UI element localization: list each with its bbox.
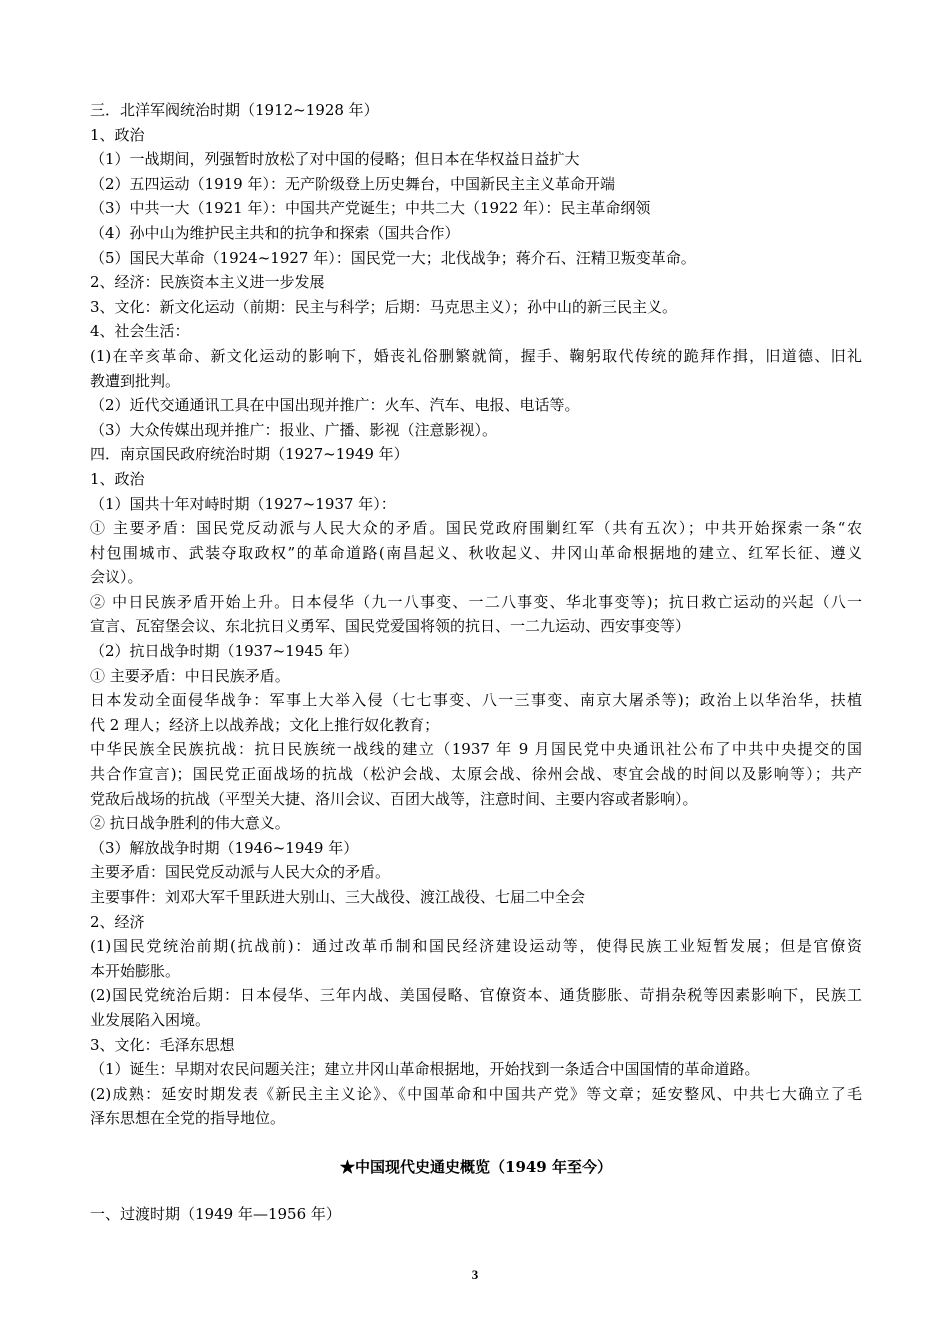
paragraph-line: 会议）。 (90, 568, 143, 587)
subsection-heading: 1、政治 (90, 469, 145, 488)
modern-history-heading: ★中国现代史通史概览（1949 年至今） (340, 1157, 612, 1176)
paragraph-line: 业发展陷入困境。 (90, 1010, 211, 1029)
paragraph-line: ① 主要矛盾：中日民族矛盾。 (90, 666, 290, 685)
subsection-heading: 1、政治 (90, 125, 145, 144)
paragraph-line: 村包围城市、武装夺取政权”的革命道路(南昌起义、秋收起义、井冈山革命根据地的建立、红军长征、遵义 (90, 543, 862, 562)
subsection-heading: 4、社会生活： (90, 322, 190, 341)
list-item: （2）抗日战争时期（1937~1945 年） (90, 642, 359, 661)
paragraph-line: 党敌后战场的抗战（平型关大捷、洛川会议、百团大战等，注意时间、主要内容或者影响）。 (90, 789, 698, 808)
paragraph-line: 教遭到批判。 (90, 371, 181, 390)
list-item: （3）大众传媒出现并推广：报业、广播、影视（注意影视）。 (90, 420, 498, 439)
paragraph-line: 泽东思想在全党的指导地位。 (90, 1109, 286, 1128)
paragraph-line: (2)成熟：延安时期发表《新民主主义论》、《中国革命和中国共产党》等文章；延安整风、中共七大确立了毛 (90, 1084, 862, 1103)
section-title: 四．南京国民政府统治时期（1927~1949 年） (90, 445, 409, 464)
paragraph-line: 3、文化：新文化运动（前期：民主与科学；后期：马克思主义）；孙中山的新三民主义。 (90, 297, 678, 316)
list-item: （1）国共十年对峙时期（1927~1937 年）： (90, 494, 396, 513)
paragraph-line: ② 中日民族矛盾开始上升。日本侵华（九一八事变、一二八事变、华北事变等)；抗日救亡运动的兴起（八一 (90, 592, 862, 611)
list-item: （1）一战期间，列强暂时放松了对中国的侵略；但日本在华权益日益扩大 (90, 150, 580, 169)
paragraph-line: 主要矛盾：国民党反动派与人民大众的矛盾。 (90, 863, 391, 882)
paragraph-line: 主要事件：刘邓大军千里跃进大别山、三大战役、渡江战役、七届二中全会 (90, 888, 586, 906)
paragraph-line: 中华民族全民族抗战：抗日民族统一战线的建立（1937 年 9 月国民党中央通讯社公布了中共中央提交的国 (90, 740, 862, 759)
paragraph-line: 代 2 理人；经济上以战养战；文化上推行奴化教育； (90, 715, 440, 734)
list-item: （2）近代交通通讯工具在中国出现并推广：火车、汽车、电报、电话等。 (90, 396, 580, 415)
section-title: 一、过渡时期（1949 年—1956 年） (90, 1204, 341, 1223)
document-body (90, 98, 862, 1226)
paragraph-line: (1)在辛亥革命、新文化运动的影响下，婚丧礼俗删繁就简，握手、鞠躬取代传统的跪拜作揖，旧道德、旧礼 (90, 346, 862, 365)
paragraph-line: 日本发动全面侵华战争：军事上大举入侵（七七事变、八一三事变、南京大屠杀等)；政治上以华治华，扶植 (90, 691, 862, 710)
section-title: 三．北洋军阀统治时期（1912~1928 年） (90, 101, 379, 119)
list-item: （2）五四运动（1919 年）：无产阶级登上历史舞台，中国新民主主义革命开端 (90, 174, 615, 193)
paragraph-line: 宣言、瓦窑堡会议、东北抗日义勇军、国民党爱国将领的抗日、一二九运动、西安事变等） (90, 617, 691, 636)
subsection-heading: 3、文化：毛泽东思想 (90, 1035, 235, 1054)
paragraph-line: ① 主要矛盾：国民党反动派与人民大众的矛盾。国民党政府围剿红军（共有五次）；中共开始探索一条“农 (90, 519, 862, 538)
paragraph-line: 本开始膨胀。 (90, 961, 181, 980)
paragraph-line: (1)国民党统治前期(抗战前)：通过改革币制和国民经济建设运动等，使得民族工业短暂发展；但是官僚资 (90, 937, 862, 956)
list-item: （5）国民大革命（1924~1927 年）：国民党一大；北伐战争；蒋介石、汪精卫叛变革命。 (90, 248, 696, 267)
list-item: （1）诞生：早期对农民问题关注；建立井冈山革命根据地，开始找到一条适合中国国情的革命道路。 (90, 1060, 760, 1079)
paragraph-line: 共合作宣言)；国民党正面战场的抗战（松沪会战、太原会战、徐州会战、枣宜会战的时间以及影响等）；共产 (90, 765, 862, 784)
paragraph-line: ② 抗日战争胜利的伟大意义。 (90, 814, 290, 833)
subsection-heading: 2、经济 (90, 912, 145, 931)
paragraph-line: 2、经济：民族资本主义进一步发展 (90, 273, 325, 292)
paragraph-line: (2)国民党统治后期：日本侵华、三年内战、美国侵略、官僚资本、通货膨胀、苛捐杂税等因素影响下，民族工 (90, 986, 862, 1005)
list-item: （3）中共一大（1921 年）：中国共产党诞生；中共二大（1922 年）：民主革命纲领 (90, 199, 651, 218)
list-item: （4）孙中山为维护民主共和的抗争和探索（国共合作） (90, 223, 460, 242)
list-item: （3）解放战争时期（1946~1949 年） (90, 838, 359, 857)
page-number: 3 (471, 1267, 479, 1282)
